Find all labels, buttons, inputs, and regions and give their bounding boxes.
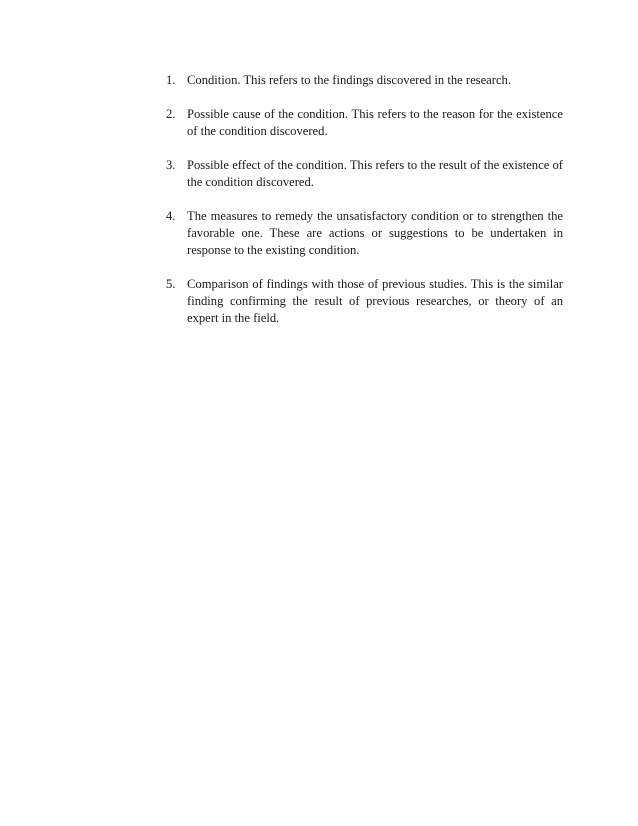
list-item-number: 2.	[166, 107, 176, 121]
list-item-text: Possible cause of the condition. This refers to the reason for the existence of the condition discovered.	[187, 107, 563, 138]
list-item-text: The measures to remedy the unsatisfactory condition or to strengthen the favorable one. These are actions or suggestions to be undertaken in response to the existing condition.	[187, 209, 563, 257]
list-item-text: Possible effect of the condition. This refers to the result of the existence of the condition discovered.	[187, 158, 563, 189]
list-item-text: Condition. This refers to the findings discovered in the research.	[187, 73, 511, 87]
list-item	[166, 72, 563, 89]
numbered-list	[166, 72, 563, 344]
list-item-number: 5.	[166, 277, 176, 291]
list-item-number: 4.	[166, 209, 176, 223]
list-item-number: 3.	[166, 158, 176, 172]
list-item	[166, 106, 563, 140]
list-item-number: 1.	[166, 73, 176, 87]
list-item-text: Comparison of findings with those of previous studies. This is the similar finding confirming the result of previous researches, or theory of an expert in the field.	[187, 277, 563, 325]
list-item	[166, 208, 563, 259]
list-item	[166, 157, 563, 191]
list-item	[166, 276, 563, 327]
